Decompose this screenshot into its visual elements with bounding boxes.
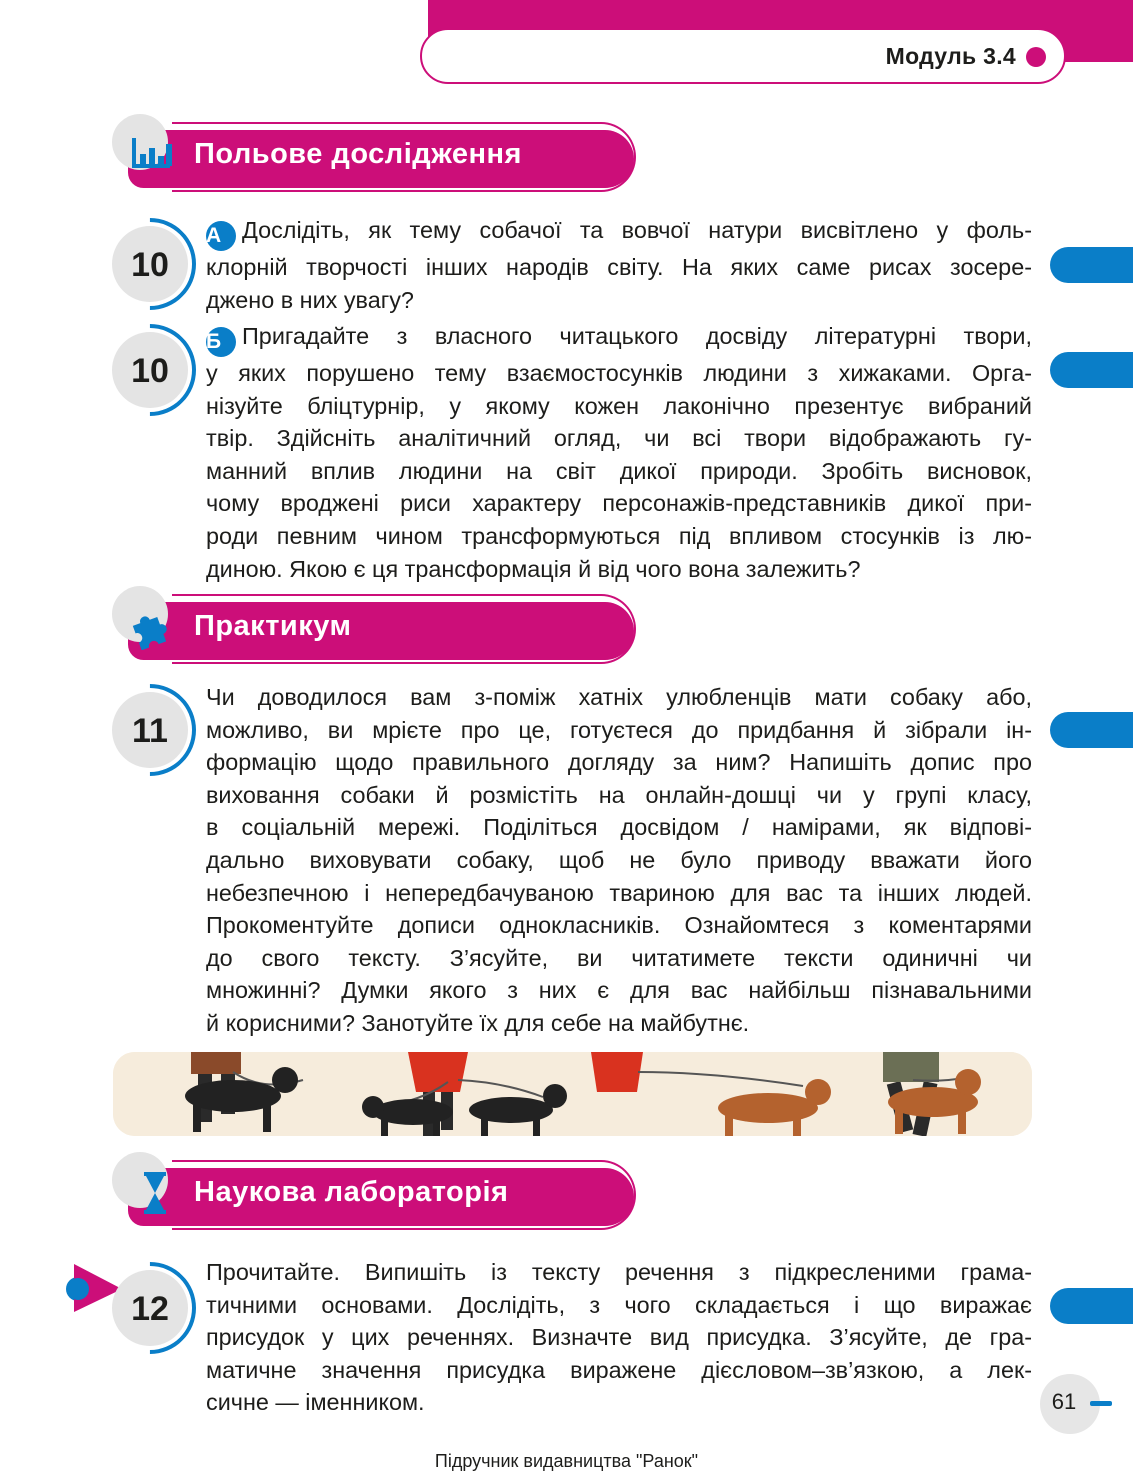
task-number: [112, 226, 202, 316]
bar-chart-icon: [128, 132, 174, 178]
side-tab-marker: [1050, 247, 1133, 283]
section-practicum: [112, 594, 642, 684]
module-header: [420, 28, 1066, 84]
task-number-label: 10: [131, 352, 169, 390]
page-number: 61: [1051, 1389, 1077, 1414]
task-number: [112, 692, 202, 782]
task-number-label: 11: [132, 712, 168, 750]
module-label: Модуль 3.4: [885, 43, 1016, 69]
task-10a-text: А Дослідіть, як тему собачої та вовчої натури висвітлено у фоль- клорній творчості інших народів світу. На яких саме рисах зосере- джено в них увагу?: [206, 217, 1032, 313]
side-tab-marker: [1050, 1288, 1133, 1324]
hourglass-icon: [128, 1170, 174, 1216]
publisher-footer: Підручник видавництва "Ранок": [434, 1451, 699, 1471]
side-tab-marker: [1050, 352, 1133, 388]
section-title: Практикум: [194, 610, 352, 642]
section-title: Наукова лабораторія: [194, 1176, 509, 1208]
section-field-research: [112, 122, 642, 212]
side-tab-marker: [1050, 712, 1133, 748]
page-number-dash: [1090, 1401, 1112, 1406]
task-12-text: Прочитайте. Випишіть із тексту речення з підкресленими грама- тичними основами. Дослідіть, з чого складається і що виражає присудок у цих реченнях. Визначте вид присудка. З’ясуйте, де гра- матичне значення присудка виражене дієсловом–зв’язкою, а лек- сичне — іменником.: [206, 1259, 1032, 1416]
task-number: [112, 1270, 202, 1360]
section-title: Польове дослідження: [194, 138, 522, 170]
task-11-text: Чи доводилося вам з-поміж хатніх улюбленців мати собаку або, можливо, ви мрієте про це, готуєтеся до придбання й зібрали ін- формацію щодо правильного догляду за ним? Напишіть допис про виховання собаки й розмістіть на онлайн-дошці чи у групі класу, в соціальній мережі. Поділіться досвідом / намірами, як відпові- дально виховувати собаку, щоб не було приводу вважати його небезпечною і непередбачуваною твариною для вас та інших людей. Прокоментуйте дописи однокласників. Ознайомтеся з коментарями до свого тексту. З’ясуйте, ви читатимете тексти одиничні чи множинні? Думки якого з них є для вас найбільш пізнавальними й корисними? Занотуйте їх для себе на майбутнє.: [206, 684, 1032, 1036]
module-dot-icon: [1026, 47, 1046, 67]
section-science-lab: [112, 1160, 642, 1250]
task-number-label: 12: [131, 1290, 169, 1328]
task-10b-text: Б Пригадайте з власного читацького досвіду літературні твори, у яких порушено тему взаємостосунків людини з хижаками. Орга- нізуйте бліцтурнір, у якому кожен лаконічно презентує вибраний твір. Здійсніть аналітичний огляд, чи всі твори відображають гу- манний вплив людини на світ дикої природи. Зробіть висновок, чому вроджені риси характеру персонажів-представників дикої при- роди певним чином трансформуються під впливом стосунків із лю- диною. Якою є ця трансформація й від чого вона залежить?: [206, 323, 1032, 582]
variant-a-badge: А: [206, 221, 236, 251]
task-number: [112, 332, 202, 422]
variant-b-badge: Б: [206, 327, 236, 357]
puzzle-icon: [128, 604, 174, 650]
task-number-label: 10: [131, 246, 169, 284]
dog-walking-illustration: [113, 1052, 1032, 1136]
dogs-image: [113, 1052, 1032, 1136]
